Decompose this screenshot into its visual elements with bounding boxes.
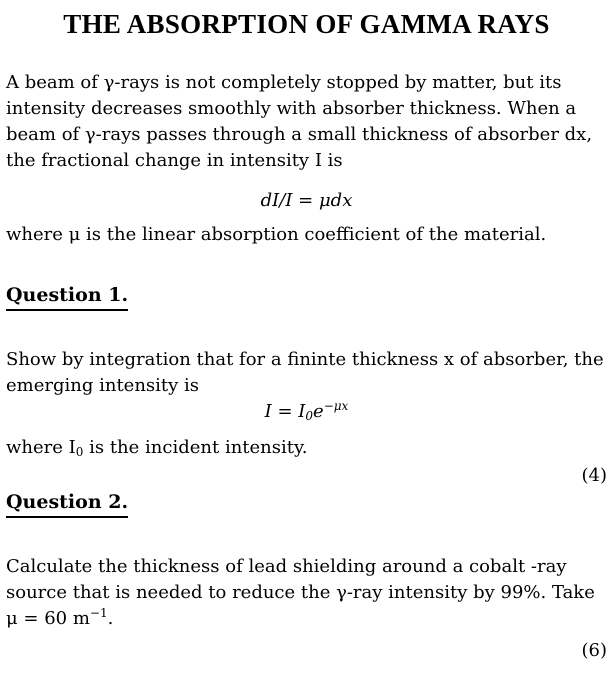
mu-definition-text: where μ is the linear absorption coefficient of the material. <box>6 224 547 245</box>
equation-emerging-intensity <box>6 399 607 425</box>
intro-paragraph: A beam of γ-rays is not completely stopped by matter, but its intensity decreases smoothly with absorber thickness. When a beam of γ-rays passes through a small thickness of absorber dx, the fractional change in intensity I is <box>6 72 593 171</box>
question-1-text: Show by integration that for a fininte thickness x of absorber, the emerging intensity is <box>6 349 604 396</box>
equation-fractional-change: dI/I = μdx <box>260 190 353 211</box>
document-title: THE ABSORPTION OF GAMMA RAYS <box>63 9 550 39</box>
equation-base: e <box>313 401 324 422</box>
question-2-heading-wrap <box>6 491 607 518</box>
incident-intensity-text: where $I_0$ is the incident intensity. <box>6 437 308 459</box>
question-2-heading: Question 2. <box>6 491 128 518</box>
question-2-marks: (6) <box>581 640 607 661</box>
question-1-heading: Question 1. <box>6 284 128 311</box>
equation-exponent: −μx <box>323 399 349 413</box>
question-1-marks: (4) <box>581 465 607 486</box>
equation-lhs: I = I <box>264 401 306 422</box>
question-2-text: Calculate the thickness of lead shielding around a cobalt -ray source that is needed to reduce the γ-ray intensity by 99%. Take μ = 60 $m^{-1}$. <box>6 556 595 629</box>
question-1-heading-wrap <box>6 284 607 311</box>
unit-exponent: −1 <box>89 606 108 620</box>
equation-subscript: 0 <box>305 409 314 423</box>
